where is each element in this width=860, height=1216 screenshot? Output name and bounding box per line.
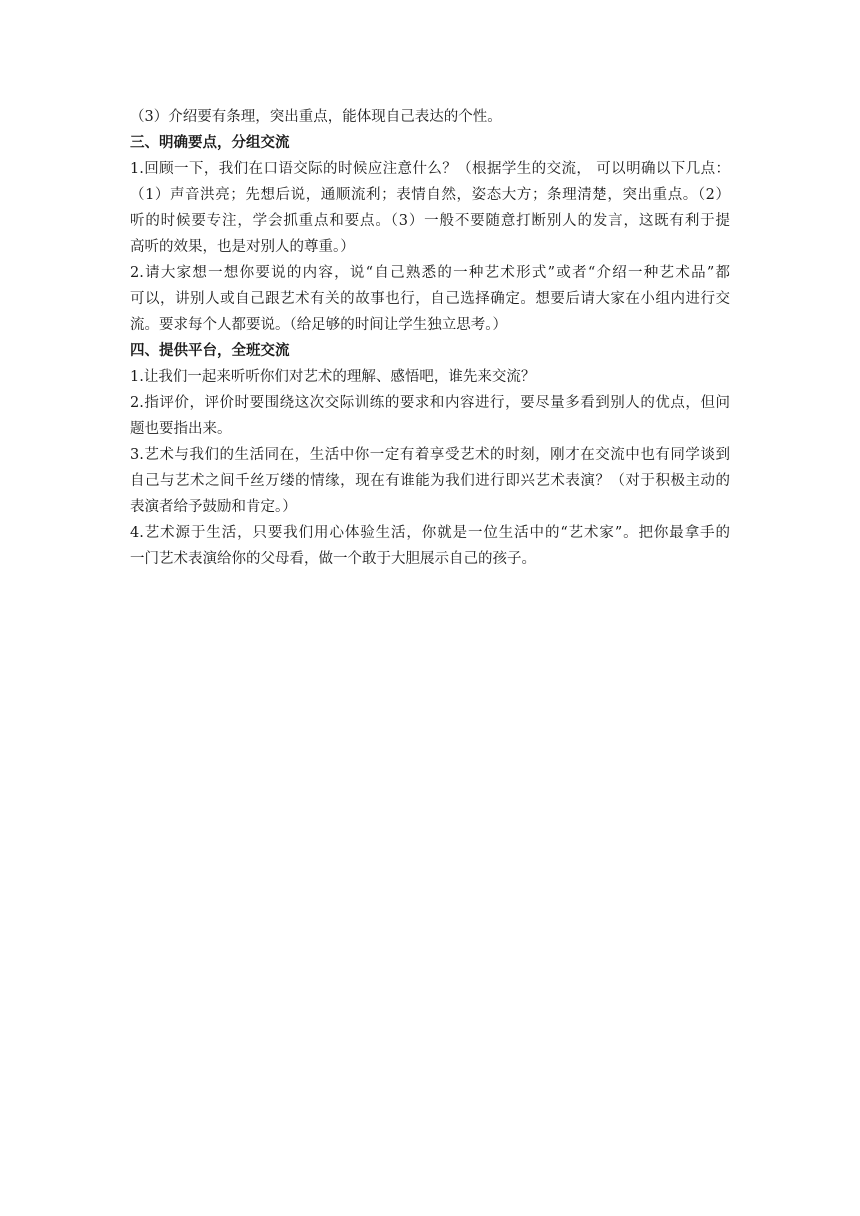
section-4-item-2 [130,390,730,442]
section-3-heading: 三、明确要点，分组交流 [130,135,290,151]
section-4-item-4 [130,520,730,572]
paragraph-line: 题也要指出来。 [130,421,232,437]
section-3-item-1 [130,156,730,260]
section-4-item-1 [130,364,730,390]
paragraph-line: 自己与艺术之间千丝万缕的情缘，现在有谁能为我们进行即兴艺术表演？（对于积极主动的 [130,473,730,489]
document-body [130,104,730,572]
section-4-item-3 [130,442,730,520]
paragraph-line: 1.回顾一下，我们在口语交际的时候应注意什么？（根据学生的交流， 可以明确以下几点： [130,161,730,177]
paragraph-line: 高听的效果，也是对别人的尊重。） [130,239,355,255]
paragraph-line: 表演者给予鼓励和肯定。） [130,499,297,515]
paragraph-line: （1）声音洪亮；先想后说，通顺流利；表情自然，姿态大方；条理清楚，突出重点。（2） [130,187,730,203]
paragraph-line: 2.指评价，评价时要围绕这次交际训练的要求和内容进行，要尽量多看到别人的优点，但问 [130,395,730,411]
paragraph-line: 2.请大家想一想你要说的内容，说“自己熟悉的一种艺术形式”或者“介绍一种艺术品”都 [130,265,730,281]
section-4-heading: 四、提供平台，全班交流 [130,343,290,359]
intro-point-3: （3）介绍要有条理，突出重点，能体现自己表达的个性。 [130,109,502,125]
paragraph-line: 一门艺术表演给你的父母看，做一个敢于大胆展示自己的孩子。 [130,551,536,567]
paragraph-line: 流。要求每个人都要说。（给足够的时间让学生独立思考。） [130,317,507,333]
paragraph-line: 4.艺术源于生活，只要我们用心体验生活，你就是一位生活中的“艺术家”。把你最拿手的 [130,525,730,541]
section-3-item-2 [130,260,730,338]
paragraph-line: 可以，讲别人或自己跟艺术有关的故事也行，自己选择确定。想要后请大家在小组内进行交 [130,291,730,307]
paragraph-line: 听的时候要专注，学会抓重点和要点。（3）一般不要随意打断别人的发言，这既有利于提 [130,213,730,229]
paragraph-line: 1.让我们一起来听听你们对艺术的理解、感悟吧，谁先来交流？ [130,369,536,385]
paragraph-line: 3.艺术与我们的生活同在，生活中你一定有着享受艺术的时刻，刚才在交流中也有同学谈到 [130,447,730,463]
